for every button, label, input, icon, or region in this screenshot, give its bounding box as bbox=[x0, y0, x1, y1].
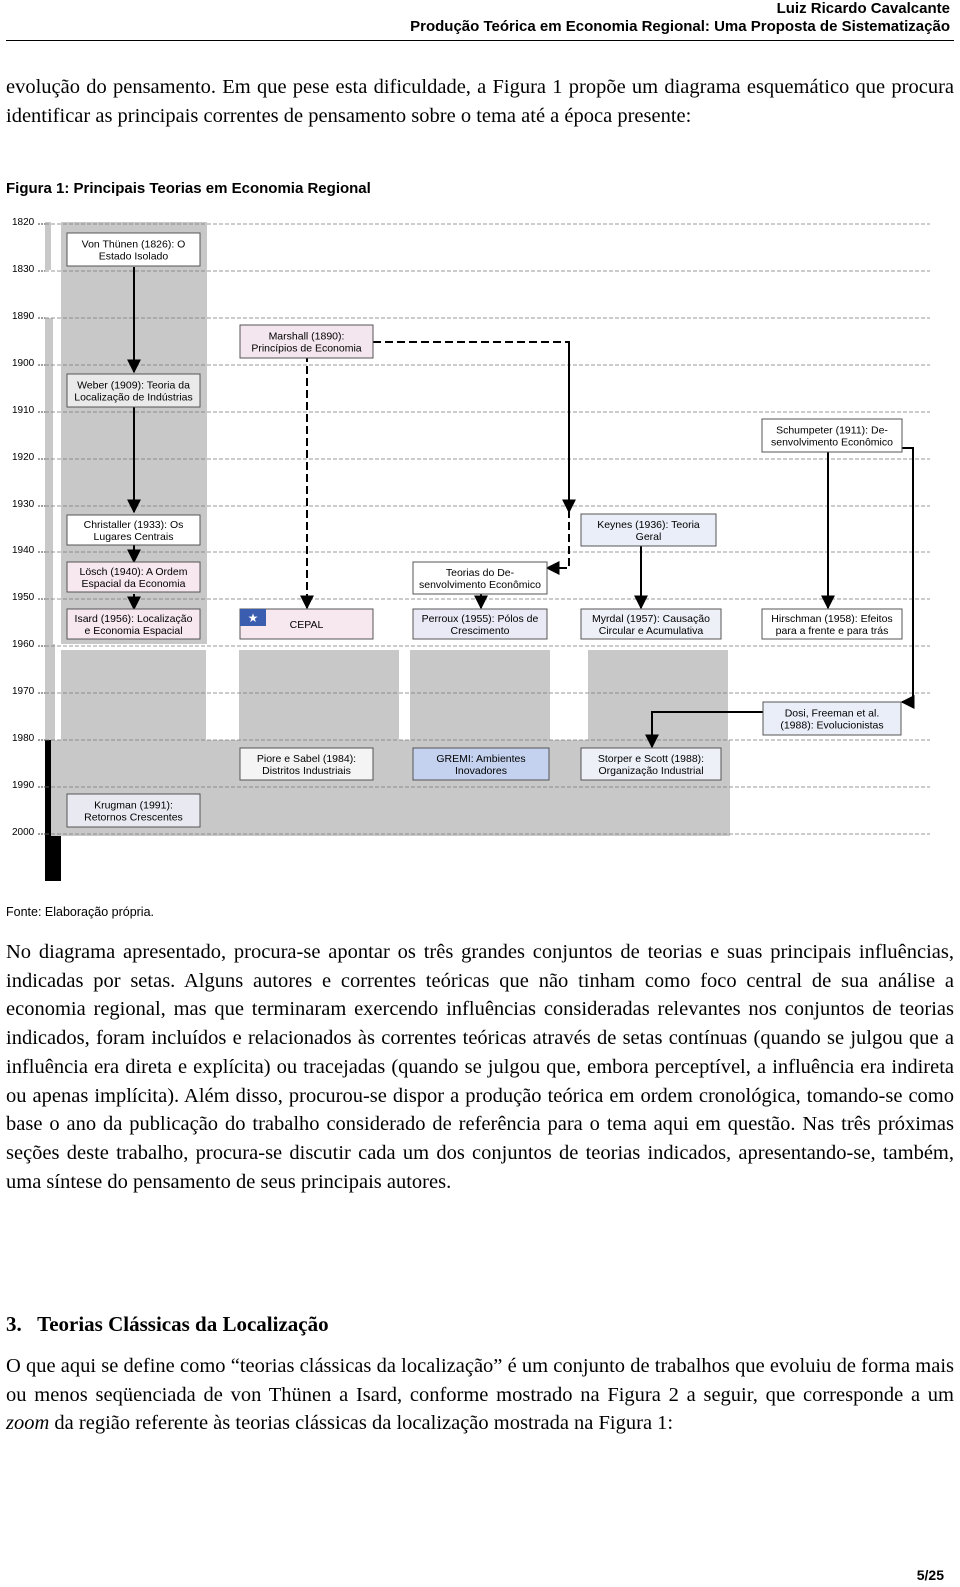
box-label: Geral bbox=[635, 531, 662, 543]
box-gremi bbox=[413, 748, 549, 780]
box-label: e Economia Espacial bbox=[84, 625, 183, 637]
year-label: 1830 bbox=[12, 264, 35, 275]
box-perroux bbox=[413, 609, 547, 639]
arrow-marshall-teorias bbox=[547, 342, 569, 568]
figure-title: Figura 1: Principais Teorias em Economia Regional bbox=[6, 180, 371, 197]
box-storper bbox=[581, 748, 721, 780]
year-label: 1940 bbox=[12, 545, 35, 556]
year-label: 1990 bbox=[12, 780, 35, 791]
box-weber bbox=[67, 374, 200, 407]
theories-diagram bbox=[0, 212, 960, 892]
box-label: Circular e Acumulativa bbox=[598, 625, 704, 637]
section-title: Teorias Clássicas da Localização bbox=[37, 1312, 329, 1336]
box-teorias-desenv bbox=[413, 562, 547, 594]
box-label: Keynes (1936): Teoria bbox=[597, 519, 700, 531]
box-label: Distritos Industriais bbox=[262, 765, 351, 777]
box-label: Marshall (1890): bbox=[268, 330, 345, 343]
box-myrdal bbox=[581, 609, 721, 639]
box-hirschman bbox=[762, 609, 902, 639]
box-piore bbox=[240, 748, 373, 780]
box-label: Hirschman (1958): Efeitos bbox=[771, 613, 893, 625]
running-header bbox=[410, 0, 950, 36]
box-isard bbox=[67, 609, 200, 639]
box-losch bbox=[67, 562, 200, 592]
year-label: 1970 bbox=[12, 686, 35, 697]
year-label: 1930 bbox=[12, 499, 35, 510]
box-label: Princípios de Economia bbox=[251, 342, 362, 355]
box-label: GREMI: Ambientes bbox=[436, 753, 526, 765]
section-paragraph bbox=[6, 1352, 954, 1438]
box-label: Teorias do De- bbox=[445, 567, 515, 579]
year-label: 2000 bbox=[12, 827, 35, 838]
year-label: 1960 bbox=[12, 639, 35, 650]
box-label: Retornos Crescentes bbox=[84, 811, 183, 824]
box-label: Espacial da Economia bbox=[81, 578, 186, 590]
header-rule bbox=[6, 40, 954, 41]
section-paragraph-emphasis: zoom bbox=[6, 1412, 50, 1435]
timeline-bar bbox=[45, 740, 51, 880]
year-label: 1890 bbox=[12, 311, 35, 322]
box-label: Von Thünen (1826): O bbox=[81, 238, 186, 251]
box-schumpeter bbox=[762, 419, 902, 452]
year-label: 1920 bbox=[12, 452, 35, 463]
header-title: Produção Teórica em Economia Regional: Uma Proposta de Sistematização bbox=[410, 18, 950, 35]
year-label: 1820 bbox=[12, 217, 35, 228]
box-label: para a frente e para trás bbox=[775, 625, 889, 637]
arrow-schumpeter-dosi bbox=[901, 448, 913, 702]
box-label: senvolvimento Econômico bbox=[419, 579, 541, 591]
year-label: 1950 bbox=[12, 592, 35, 603]
box-label: Piore e Sabel (1984): bbox=[256, 753, 357, 765]
box-marshall bbox=[240, 325, 373, 358]
box-label: senvolvimento Econômico bbox=[771, 436, 893, 449]
intro-paragraph: evolução do pensamento. Em que pese esta dificuldade, a Figura 1 propõe um diagrama esquemático que procura identificar as principais correntes de pensamento sobre o tema até a época presente: bbox=[6, 76, 954, 127]
box-dosi bbox=[763, 702, 901, 735]
box-label: Inovadores bbox=[455, 765, 507, 777]
box-label: Krugman (1991): bbox=[94, 799, 173, 812]
box-label: Isard (1956): Localização bbox=[74, 613, 193, 625]
section-paragraph-end: da região referente às teorias clássicas da localização mostrada na Figura 1: bbox=[49, 1412, 674, 1435]
year-label: 1910 bbox=[12, 405, 35, 416]
box-label: Lösch (1940): A Ordem bbox=[79, 566, 188, 578]
year-label: 1980 bbox=[12, 733, 35, 744]
box-label: Perroux (1955): Pólos de bbox=[421, 613, 539, 625]
box-label: Organização Industrial bbox=[598, 765, 704, 777]
box-label: Lugares Centrais bbox=[93, 531, 174, 543]
section-number: 3. bbox=[6, 1312, 22, 1336]
box-label: (1988): Evolucionistas bbox=[780, 719, 884, 732]
figure-source: Fonte: Elaboração própria. bbox=[6, 905, 155, 919]
box-label: CEPAL bbox=[289, 619, 324, 631]
box-cepal bbox=[240, 609, 373, 639]
section-paragraph-start: O que aqui se define como “teorias clássicas da localização” é um conjunto de trabalhos que evoluiu de forma mais ou menos seqüenciada de von Thünen a Isard, conforme mostrado na Figura 2 a seguir, que corresponde a um bbox=[6, 1355, 954, 1406]
star-icon: ★ bbox=[247, 611, 259, 625]
period-region bbox=[45, 318, 53, 644]
section-heading bbox=[6, 1312, 329, 1337]
box-label: Schumpeter (1911): De- bbox=[776, 424, 888, 437]
box-label: Weber (1909): Teoria da bbox=[77, 379, 190, 392]
page-number: 5/25 bbox=[916, 1567, 944, 1583]
box-label: Crescimento bbox=[450, 625, 510, 637]
box-label: Storper e Scott (1988): bbox=[597, 753, 705, 765]
body-paragraph: No diagrama apresentado, procura-se apontar os três grandes conjuntos de teorias e suas principais influências, indicadas por setas. Alguns autores e correntes teóricas que não tinham como foco central de sua análise a economia regional, mas que terminaram exercendo influências consideradas relevantes nos conjuntos de teorias indicados, foram incluídos e relacionados às correntes teóricas através de setas contínuas (quando se julgou que a influência era direta e explícita) ou tracejadas (quando se julgou que, embora perceptível, a influência era indireta ou apenas implícita). Além disso, procurou-se dispor a produção teórica em ordem cronológica, tomando-se como base o ano da publicação do trabalho considerado de referência para o tema aqui em questão. Nas três próximas seções deste trabalho, procura-se discutir cada um dos conjuntos de teorias indicados, apresentando-se, também, uma síntese do pensamento de seus principais autores. bbox=[6, 941, 954, 1193]
box-label: Estado Isolado bbox=[98, 250, 169, 263]
period-region bbox=[45, 222, 51, 270]
header-author: Luiz Ricardo Cavalcante bbox=[776, 0, 950, 17]
box-label: Christaller (1933): Os bbox=[83, 519, 184, 531]
box-label: Dosi, Freeman et al. bbox=[784, 707, 880, 720]
box-krugman bbox=[67, 794, 200, 827]
year-label: 1900 bbox=[12, 358, 35, 369]
box-von-thunen bbox=[67, 233, 200, 266]
box-keynes bbox=[581, 514, 716, 546]
box-label: Myrdal (1957): Causação bbox=[592, 613, 710, 625]
arrow-marshall-keynes bbox=[373, 342, 569, 512]
box-christaller bbox=[67, 515, 200, 545]
box-label: Localização de Indústrias bbox=[74, 391, 193, 404]
